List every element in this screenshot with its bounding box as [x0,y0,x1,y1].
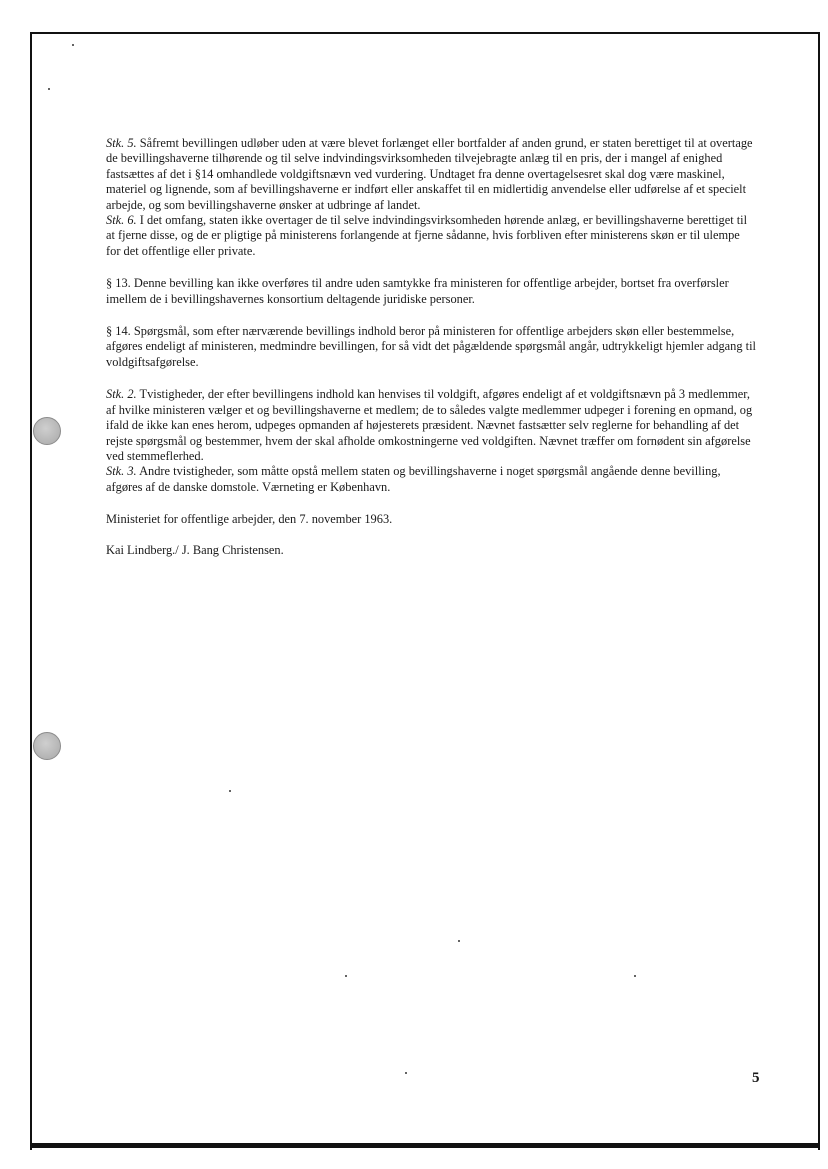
scan-speck [458,940,460,942]
section-stk2 [106,387,756,464]
document-body [106,136,756,558]
scan-speck [72,44,74,46]
section-label: § 14. [106,324,131,339]
punch-hole-icon [33,732,61,760]
page-border-bottom [30,1143,820,1148]
section-paragraph-13 [106,276,756,307]
section-label: Stk. 2. [106,387,137,402]
scan-speck [345,975,347,977]
page-border-left [30,32,32,1150]
section-stk6 [106,213,756,259]
section-paragraph-14 [106,324,756,370]
section-label: Stk. 5. [106,136,137,150]
page-border-top [30,32,820,34]
page-number: 5 [752,1070,760,1086]
scan-speck [634,975,636,977]
section-text: Tvistigheder, der efter bevillingens indhold kan henvises til voldgift, afgøres endeligt af et voldgiftsnævn på 3 medlemmer, af hvilke ministeren vælger et og bevillingshaverne et medlem; de to således valgte medlemmer udpeger i forening en opmand, og ifald de ikke kan enes herom, udpeges opmanden af højesterets præsident. Nævnet fastsætter selv reglerne for behandling af det rejste spørgsmål og bestemmer, hvem der skal afholde omkostningerne ved voldgiften. Nævnet træffer om fornødent sin afgørelse ved stemmeflerhed. [106,387,753,463]
scan-speck [48,88,50,90]
section-text: Andre tvistigheder, som måtte opstå mellem staten og bevillingshaverne i noget spørgsmål angående denne bevilling, afgøres af de danske domstole. Værneting er København. [106,464,721,494]
section-text: Såfremt bevillingen udløber uden at være blevet forlænget eller bortfalder af anden grund, er staten berettiget til at overtage de bevillingshaverne tilhørende og til selve indvindingsvirksomheden tilvejebragte anlæg til en pris, der i mangel af enighed fastsættes af det i §14 omhandlede voldgiftsnævn ved vurdering. Undtaget fra denne overtagelsesret skal dog være maskinel, materiel og lignende, som af bevillingshaverne er indført eller anskaffet til en midlertidig anvendelse eller udførelse af et specielt arbejde, og som bevillingshaverne ønsker at udbringe af landet. [106,136,753,212]
section-label: Stk. 3. [106,464,137,479]
scan-speck [405,1072,407,1074]
signatories: Kai Lindberg./ J. Bang Christensen. [106,542,284,557]
closing-line: Ministeriet for offentlige arbejder, den 7. november 1963. [106,512,393,527]
section-text: Denne bevilling kan ikke overføres til andre uden samtykke fra ministeren for offentlige arbejder, bortset fra overførsler imellem de i bevillingshavernes konsortium deltagende juridiske personer. [106,276,729,306]
section-text: Spørgsmål, som efter nærværende bevillings indhold beror på ministeren for offentlige arbejders skøn eller bestemmelse, afgøres endeligt af ministeren, medmindre bevillingen, for så vidt det pågældende spørgsmål angår, udtrykkeligt hjemler adgang til voldgiftsafgørelse. [106,324,756,369]
page-border-right [818,32,820,1150]
section-stk3 [106,464,756,495]
punch-hole-icon [33,417,61,445]
section-text: I det omfang, staten ikke overtager de til selve indvindingsvirksomheden hørende anlæg, er bevillingshaverne berettiget til at fjerne disse, og de er pligtige på ministerens forlangende at fjerne sådanne, hvis forbliven efter ministerens skøn er til ulempe for det offentlige eller private. [106,213,748,258]
scan-speck [229,790,231,792]
section-stk5 [106,136,756,213]
section-label: Stk. 6. [106,213,137,228]
section-label: § 13. [106,276,131,291]
